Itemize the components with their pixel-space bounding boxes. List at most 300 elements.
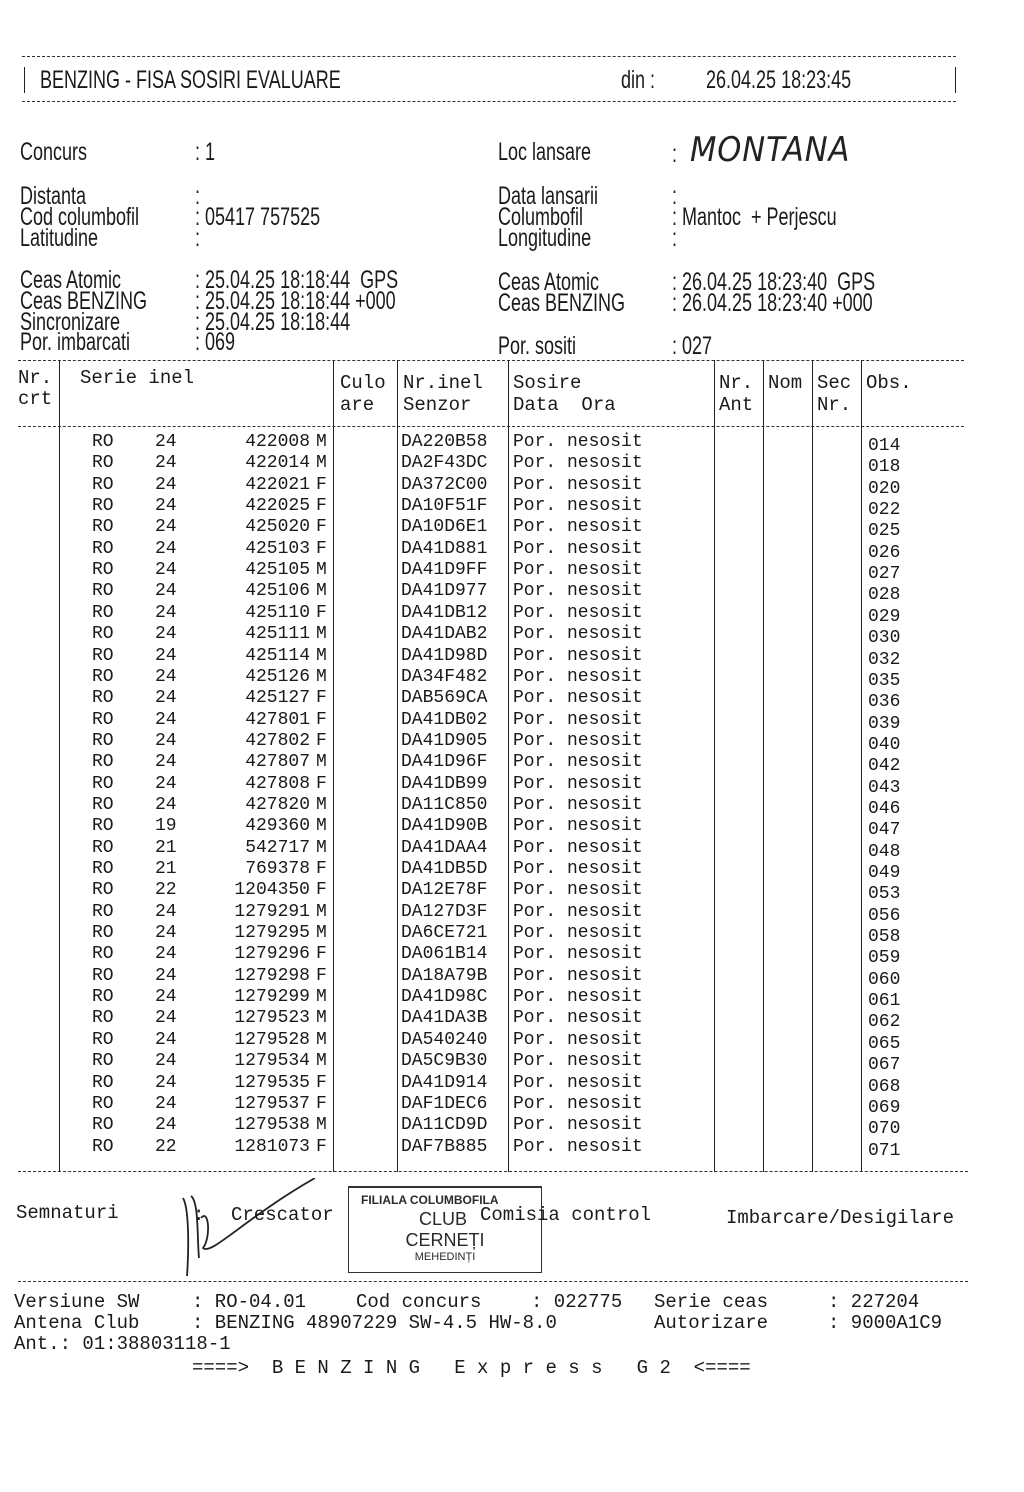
cell-observation: 062 [868,1012,901,1033]
cell-arrival-status: Por. nesosit [513,581,643,602]
cell-arrival-status: Por. nesosit [513,709,643,730]
cell-sex: M [316,987,327,1008]
cell-observation: 049 [868,863,901,883]
header-culoare-2: are [340,394,375,416]
distanta-value: : [195,182,201,210]
cell-country: RO [92,880,114,901]
cell-arrival-status: Por. nesosit [513,965,643,986]
cell-arrival-status: Por. nesosit [513,923,643,944]
cell-ring-number: 425114 [245,645,310,666]
cell-arrival-status: Por. nesosit [513,1029,643,1050]
cell-observation: 027 [868,564,901,585]
table-row [0,880,1024,905]
stamp-line-4: MEHEDINȚI [414,1251,476,1263]
cell-arrival-status: Por. nesosit [513,837,643,858]
cell-year: 19 [155,816,177,837]
cell-country: RO [92,730,114,751]
left-ceas-benzing-label: Ceas BENZING [20,287,148,315]
print-date-value: 26.04.25 18:23:45 [706,66,852,94]
print-date-label: din : [621,66,656,94]
header-bottom-border [22,101,956,102]
cell-sex: M [316,901,327,922]
cell-year: 21 [155,859,177,879]
header-sec-1: Sec [817,372,852,394]
cell-arrival-status: Por. nesosit [513,517,643,538]
cell-arrival-status: Por. nesosit [513,496,643,517]
cell-sensor-id: DA41DAA4 [401,837,488,858]
cell-country: RO [92,581,114,602]
cell-observation: 035 [868,670,901,691]
cell-ring-number: 1204350 [234,880,310,901]
cell-country: RO [92,1072,114,1093]
cell-sensor-id: DA6CE721 [401,923,488,944]
table-row [0,496,1024,521]
cell-year: 24 [155,432,177,452]
cell-year: 24 [155,453,177,474]
cell-sex: F [316,1136,327,1157]
cell-observation: 028 [868,585,901,606]
cell-country: RO [92,773,114,794]
cell-ring-number: 427808 [245,773,310,794]
table-row [0,1136,1024,1161]
versiune-sw-label: Versiune SW [14,1291,140,1313]
cell-arrival-status: Por. nesosit [513,474,643,495]
cell-ring-number: 425020 [245,517,310,538]
cell-sensor-id: DA41DB5D [401,859,488,879]
cell-sensor-id: DA11CD9D [401,1115,488,1136]
cell-arrival-status: Por. nesosit [513,901,643,922]
cell-country: RO [92,666,114,687]
cell-sex: F [316,688,327,709]
cell-sex: M [316,560,327,581]
cell-country: RO [92,1008,114,1029]
cell-sex: M [316,645,327,666]
cell-observation: 046 [868,798,901,819]
cell-sex: M [316,752,327,773]
cell-sex: F [316,730,327,751]
cell-arrival-status: Por. nesosit [513,1072,643,1093]
table-row [0,1008,1024,1033]
cell-country: RO [92,1115,114,1136]
cell-year: 22 [155,1136,177,1157]
cell-year: 24 [155,1008,177,1029]
cell-sex: F [316,880,327,901]
cell-arrival-status: Por. nesosit [513,987,643,1008]
cell-year: 24 [155,944,177,965]
cell-year: 22 [155,880,177,901]
table-row [0,560,1024,585]
cell-observation: 014 [868,436,901,456]
cell-year: 24 [155,1093,177,1114]
cell-sex: F [316,496,327,517]
cell-ring-number: 422025 [245,496,310,517]
cell-sex: F [316,859,327,879]
cell-ring-number: 1279538 [234,1115,310,1136]
cell-observation: 029 [868,606,901,627]
cell-sex: M [316,1115,327,1136]
cell-ring-number: 1279535 [234,1072,310,1093]
cell-year: 24 [155,987,177,1008]
cell-sex: M [316,923,327,944]
cell-sensor-id: DA372C00 [401,474,488,495]
cell-sex: F [316,773,327,794]
left-ceas-benzing-value: : 25.04.25 18:18:44 +000 [195,287,396,315]
table-row [0,859,1024,883]
cell-sensor-id: DA540240 [401,1029,488,1050]
benzing-express-banner: ====> B E N Z I N G E x p r e s s G 2 <==== [192,1357,751,1379]
header-nr-ant-2: Ant [719,394,754,416]
cell-ring-number: 425110 [245,602,310,623]
data-lansarii-label: Data lansarii [498,182,599,210]
cell-country: RO [92,1136,114,1157]
cell-country: RO [92,794,114,815]
table-row [0,1115,1024,1140]
cell-year: 24 [155,901,177,922]
cell-observation: 067 [868,1055,901,1076]
cell-year: 24 [155,923,177,944]
columbofil-label: Columbofil [498,203,584,231]
cell-sex: M [316,1029,327,1050]
cell-year: 24 [155,602,177,623]
cell-year: 24 [155,538,177,559]
right-ceas-atomic-label: Ceas Atomic [498,268,600,296]
cell-sensor-id: DA41D914 [401,1072,488,1093]
cell-sensor-id: DAB569CA [401,688,488,709]
cell-sensor-id: DA10D6E1 [401,517,488,538]
concurs-value: : 1 [195,138,216,166]
cell-sex: F [316,1093,327,1114]
stamp-line-1: FILIALA COLUMBOFILA [361,1193,499,1207]
comisia-control-label: Comisia control [480,1204,652,1226]
cell-year: 24 [155,794,177,815]
cell-observation: 056 [868,905,901,926]
cell-ring-number: 769378 [245,859,310,879]
cell-observation: 070 [868,1119,901,1140]
cell-year: 24 [155,496,177,517]
cell-sensor-id: DA061B14 [401,944,488,965]
cell-sensor-id: DA18A79B [401,965,488,986]
cell-observation: 061 [868,991,901,1012]
longitudine-value: : [672,224,678,252]
cell-country: RO [92,987,114,1008]
cell-country: RO [92,709,114,730]
cell-observation: 040 [868,734,901,755]
cell-arrival-status: Por. nesosit [513,859,643,879]
cell-country: RO [92,1051,114,1072]
cell-year: 24 [155,1072,177,1093]
cell-observation: 069 [868,1097,901,1118]
cell-arrival-status: Por. nesosit [513,880,643,901]
antena-club-value: : BENZING 48907229 SW-4.5 HW-8.0 [192,1312,557,1334]
cell-sensor-id: DA2F43DC [401,453,488,474]
cell-year: 24 [155,581,177,602]
cell-sensor-id: DA10F51F [401,496,488,517]
club-stamp [348,1186,542,1273]
table-row [0,794,1024,819]
antenna-id: Ant.: 01:38803118-1 [14,1333,231,1355]
cell-ring-number: 1279537 [234,1093,310,1114]
cell-ring-number: 422008 [245,432,310,452]
cell-sensor-id: DA41D98C [401,987,488,1008]
table-row [0,624,1024,649]
cell-sex: M [316,816,327,837]
cell-sensor-id: DA220B58 [401,432,488,452]
header-sosire-1: Sosire [513,372,582,394]
cell-year: 24 [155,688,177,709]
cell-arrival-status: Por. nesosit [513,645,643,666]
cell-country: RO [92,560,114,581]
cod-concurs-label: Cod concurs [356,1291,482,1313]
cell-arrival-status: Por. nesosit [513,1051,643,1072]
cell-ring-number: 425106 [245,581,310,602]
cell-country: RO [92,432,114,452]
cell-observation: 053 [868,884,901,905]
cell-country: RO [92,645,114,666]
versiune-sw-value: : RO-04.01 [192,1291,307,1313]
cell-ring-number: 429360 [245,816,310,837]
table-row [0,645,1024,670]
table-row [0,709,1024,734]
data-lansarii-value: : [672,182,678,210]
por-sositi-value: : 027 [672,332,713,360]
table-bottom-border [18,1171,968,1172]
cell-arrival-status: Por. nesosit [513,666,643,687]
cell-sex: M [316,432,327,452]
cell-observation: 018 [868,457,901,478]
sincronizare-value: : 25.04.25 18:18:44 [195,308,351,336]
autorizare-label: Autorizare [654,1312,769,1334]
right-ceas-benzing-value: : 26.04.25 18:23:40 +000 [672,289,873,317]
cell-arrival-status: Por. nesosit [513,1008,643,1029]
cell-ring-number: 422014 [245,453,310,474]
stamp-line-2: CLUB [419,1209,468,1229]
loc-lansare-label: Loc lansare [498,138,592,166]
cell-year: 24 [155,474,177,495]
cell-observation: 042 [868,756,901,777]
cell-sensor-id: DAF1DEC6 [401,1093,488,1114]
table-row [0,538,1024,563]
cell-country: RO [92,923,114,944]
cell-year: 24 [155,1115,177,1136]
cell-ring-number: 1279291 [234,901,310,922]
cell-ring-number: 425103 [245,538,310,559]
cell-observation: 022 [868,500,901,521]
header-obs: Obs. [866,372,912,394]
cell-sensor-id: DA41DB99 [401,773,488,794]
header-nr-crt-2: crt [18,388,53,410]
table-row [0,432,1024,456]
cell-country: RO [92,496,114,517]
header-serie-inel: Serie inel [80,367,195,389]
cell-sex: M [316,794,327,815]
table-row [0,1093,1024,1118]
cell-sensor-id: DA11C850 [401,794,488,815]
cell-arrival-status: Por. nesosit [513,752,643,773]
cell-sex: F [316,709,327,730]
cell-year: 24 [155,773,177,794]
cell-ring-number: 1281073 [234,1136,310,1157]
cell-arrival-status: Por. nesosit [513,1136,643,1157]
table-row [0,987,1024,1012]
table-row [0,602,1024,627]
cell-sensor-id: DA41DB02 [401,709,488,730]
cell-arrival-status: Por. nesosit [513,794,643,815]
cell-observation: 059 [868,948,901,969]
cell-ring-number: 542717 [245,837,310,858]
table-row [0,688,1024,713]
cell-sensor-id: DA12E78F [401,880,488,901]
table-row [0,923,1024,948]
columbofil-value: : Mantoc + Perjescu [672,203,837,231]
cell-arrival-status: Por. nesosit [513,730,643,751]
cell-arrival-status: Por. nesosit [513,432,643,452]
cell-arrival-status: Por. nesosit [513,453,643,474]
cell-sensor-id: DA41D90B [401,816,488,837]
header-nom: Nom [768,372,803,394]
table-row [0,581,1024,606]
table-row [0,1029,1024,1054]
cell-arrival-status: Por. nesosit [513,538,643,559]
cell-ring-number: 425105 [245,560,310,581]
cell-year: 24 [155,709,177,730]
cell-ring-number: 1279523 [234,1008,310,1029]
cell-sensor-id: DA41D98D [401,645,488,666]
cell-observation: 058 [868,927,901,948]
header-nr-inel-1: Nr.inel [403,372,483,394]
cell-country: RO [92,752,114,773]
imbarcare-desigilare-label: Imbarcare/Desigilare [726,1207,955,1229]
cell-sensor-id: DA41DB12 [401,602,488,623]
header-nr-inel-2: Senzor [403,394,472,416]
table-row [0,773,1024,798]
cell-sex: F [316,944,327,965]
loc-lansare-handwritten: MONTANA [690,130,851,170]
cell-country: RO [92,602,114,623]
cell-sensor-id: DA41DA3B [401,1008,488,1029]
cell-ring-number: 427802 [245,730,310,751]
table-row [0,517,1024,542]
cell-sex: M [316,666,327,687]
por-imbarcati-value: : 069 [195,328,236,356]
cell-observation: 020 [868,478,901,499]
distanta-label: Distanta [20,182,87,210]
cell-observation: 032 [868,649,901,670]
handwritten-signature [175,1178,315,1278]
cell-sensor-id: DA34F482 [401,666,488,687]
cell-observation: 030 [868,628,901,649]
cell-observation: 025 [868,521,901,542]
table-top-border [18,360,964,361]
cell-year: 24 [155,645,177,666]
serie-ceas-value: : 227204 [828,1291,920,1313]
serie-ceas-label: Serie ceas [654,1291,769,1313]
cell-arrival-status: Por. nesosit [513,560,643,581]
loc-lansare-colon: : [672,140,678,168]
table-row [0,1051,1024,1076]
cell-sensor-id: DA41D9FF [401,560,488,581]
cell-ring-number: 427820 [245,794,310,815]
cell-sensor-id: DA41D905 [401,730,488,751]
cell-arrival-status: Por. nesosit [513,602,643,623]
document-title: BENZING - FISA SOSIRI EVALUARE [40,66,341,94]
cell-country: RO [92,453,114,474]
cell-country: RO [92,1029,114,1050]
cell-country: RO [92,944,114,965]
table-header-bottom-border [18,426,964,427]
semnaturi-colon: : [193,1204,205,1226]
latitudine-label: Latitudine [20,224,99,252]
cell-sex: M [316,837,327,858]
cell-observation: 071 [868,1140,901,1161]
cell-sex: M [316,453,327,474]
cell-year: 24 [155,666,177,687]
right-ceas-atomic-value: : 26.04.25 18:23:40 GPS [672,268,876,296]
cell-year: 24 [155,624,177,645]
cell-sex: M [316,624,327,645]
cell-observation: 065 [868,1033,901,1054]
right-ceas-benzing-label: Ceas BENZING [498,289,626,317]
cell-sensor-id: DA41D977 [401,581,488,602]
cell-ring-number: 422021 [245,474,310,495]
cell-country: RO [92,517,114,538]
latitudine-value: : [195,224,201,252]
cell-year: 24 [155,1051,177,1072]
cell-sex: F [316,517,327,538]
header-top-border [22,56,956,57]
cell-ring-number: 427801 [245,709,310,730]
header-right-border [955,67,956,93]
cell-year: 21 [155,837,177,858]
cell-sex: F [316,474,327,495]
header-culoare-1: Culo [340,372,386,394]
concurs-label: Concurs [20,138,88,166]
table-row [0,453,1024,478]
cell-arrival-status: Por. nesosit [513,944,643,965]
cell-sensor-id: DA5C9B30 [401,1051,488,1072]
cell-observation: 047 [868,820,901,841]
autorizare-value: : 9000A1C9 [828,1312,943,1334]
header-nr-crt-1: Nr. [18,367,53,389]
cell-sex: M [316,581,327,602]
cell-observation: 026 [868,542,901,563]
cell-sensor-id: DA41D96F [401,752,488,773]
cell-country: RO [92,901,114,922]
cell-sex: F [316,538,327,559]
cell-sex: F [316,1072,327,1093]
cell-ring-number: 425127 [245,688,310,709]
table-row [0,1072,1024,1097]
cell-sex: M [316,1051,327,1072]
cell-ring-number: 1279295 [234,923,310,944]
cell-sex: F [316,602,327,623]
cell-year: 24 [155,752,177,773]
cell-observation: 060 [868,969,901,990]
table-row [0,837,1024,862]
cell-country: RO [92,1093,114,1114]
cell-country: RO [92,624,114,645]
cell-year: 24 [155,517,177,538]
table-row [0,965,1024,990]
cell-arrival-status: Por. nesosit [513,624,643,645]
semnaturi-label: Semnaturi [16,1202,119,1224]
left-ceas-atomic-value: : 25.04.25 18:18:44 GPS [195,266,399,294]
cell-ring-number: 1279296 [234,944,310,965]
cell-sex: F [316,965,327,986]
sincronizare-label: Sincronizare [20,308,121,336]
cell-arrival-status: Por. nesosit [513,1093,643,1114]
cell-country: RO [92,538,114,559]
cell-arrival-status: Por. nesosit [513,688,643,709]
